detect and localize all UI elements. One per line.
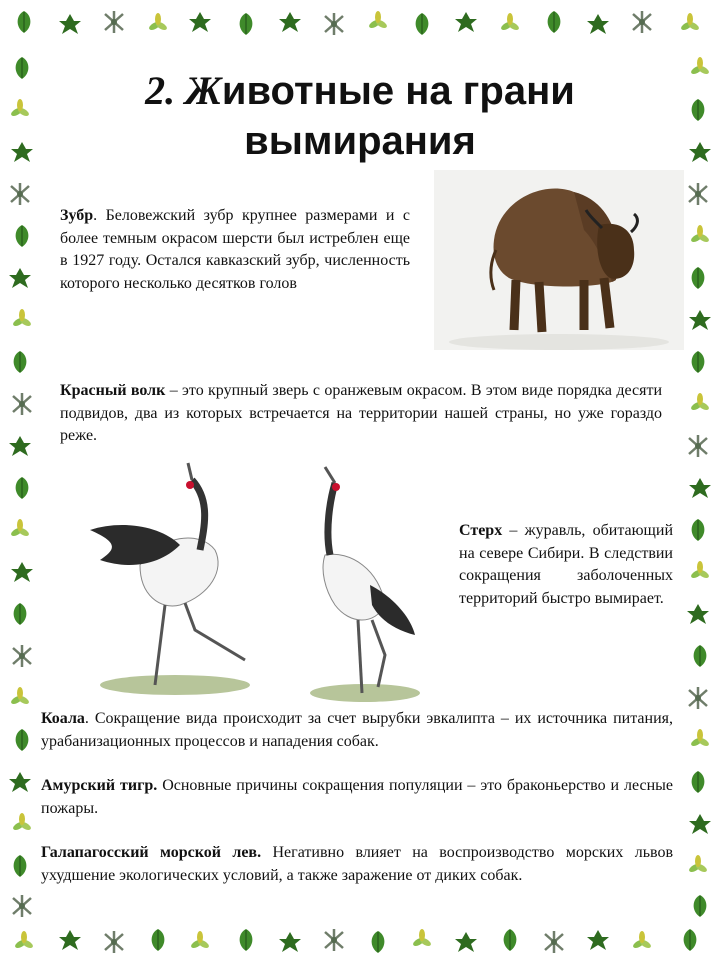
red-wolf-paragraph (60, 380, 662, 448)
amur-tiger-paragraph (41, 775, 673, 820)
title-number: 2. Ж (145, 68, 222, 113)
sea-lion-text: Негативно влияет на воспроизводство морских львов ухудшение экологических условий, а также заражение от диких собак. (41, 844, 673, 884)
border-left-leaves (9, 57, 33, 917)
cranes-image (80, 455, 440, 710)
zubr-paragraph (60, 205, 410, 295)
siberian-crane-paragraph (459, 520, 673, 610)
border-top-leaves (18, 11, 701, 35)
border-right-leaves (687, 57, 711, 917)
amur-tiger-text: Основные причины сокращения популяции – это браконьерство и лесные пожары. (41, 777, 674, 817)
page-title (80, 66, 640, 166)
sea-lion-paragraph (41, 842, 673, 887)
zubr-name: Зубр (60, 207, 94, 224)
sea-lion-name: Галапагосский морской лев. (41, 844, 262, 861)
title-rest: ивотные на грани вымирания (221, 69, 575, 163)
siberian-crane-name: Стерх (459, 522, 503, 539)
zubr-text: . Беловежский зубр крупнее размерами и с более темным окрасом шерсти был истреблен еще в 1927 году. Остался кавказский зубр, численность которого несколько десятков голов (60, 207, 410, 292)
red-wolf-text: – это крупный зверь с оранжевым окрасом. В этом виде порядка десяти подвидов, два из которых встречается на территории нашей страны, но уже гораздо реже. (60, 382, 663, 444)
border-bottom-leaves (14, 929, 697, 953)
bison-image (434, 170, 684, 350)
red-wolf-name: Красный волк (60, 382, 166, 399)
koala-paragraph (41, 708, 673, 753)
siberian-crane-text: – журавль, обитающий на севере Сибири. В следствии сокращения заболоченных территорий быстро вымирает. (459, 522, 673, 607)
koala-text: . Сокращение вида происходит за счет вырубки эвкалипта – их источника питания, урабанизационных процессов и нападения собак. (41, 710, 673, 750)
amur-tiger-name: Амурский тигр. (41, 777, 158, 794)
koala-name: Коала (41, 710, 85, 727)
